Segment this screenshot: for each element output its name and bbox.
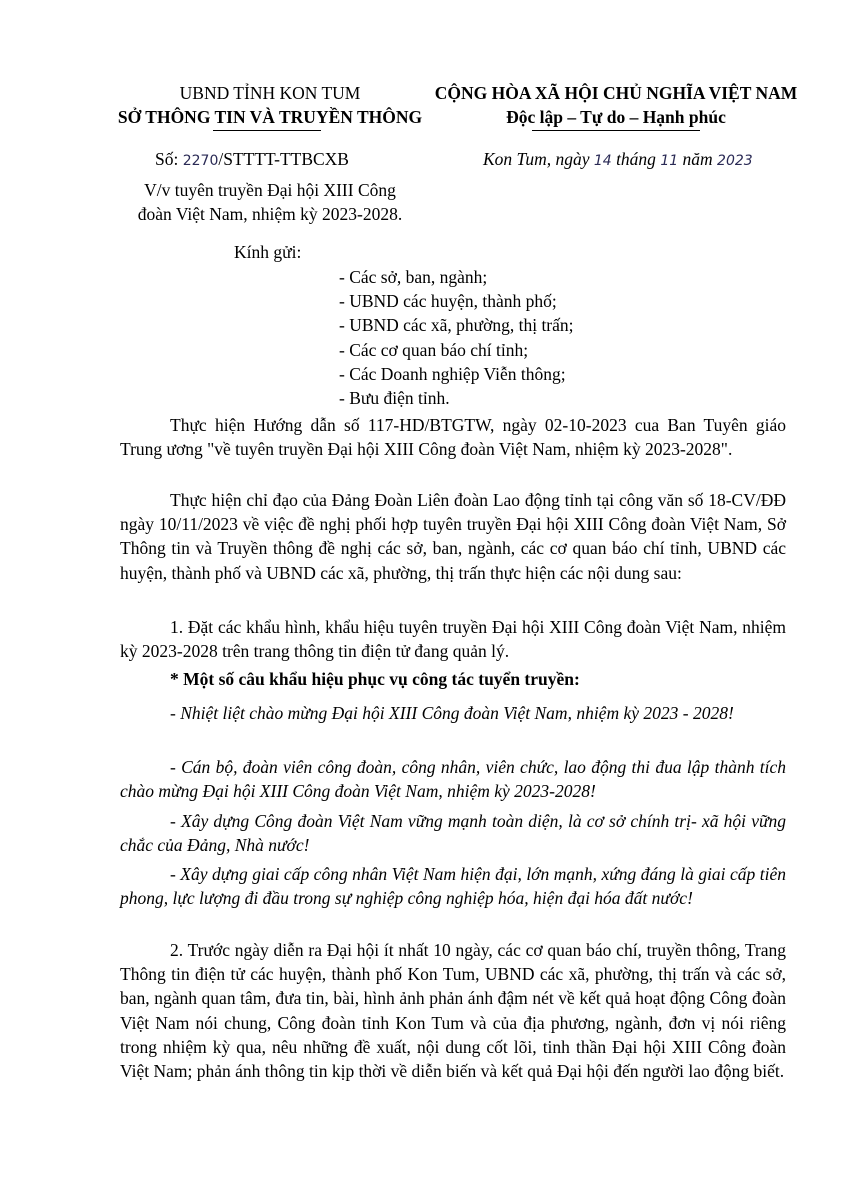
document-number (155, 147, 349, 173)
recipient-item: - UBND các xã, phường, thị trấn; (339, 315, 574, 336)
country-name: CỘNG HÒA XÃ HỘI CHỦ NGHĨA VIỆT NAM (434, 83, 798, 103)
slogan-4: - Xây dựng giai cấp công nhân Việt Nam hiện đại, lớn mạnh, xứng đáng là giai cấp tiên phong, lực lượng đi đầu trong sự nghiệp công nghiệp hóa, hiện đại hóa đất nước! (120, 864, 786, 909)
recipient-item: - UBND các huyện, thành phố; (339, 291, 557, 312)
place-date (483, 147, 753, 173)
recipient-item: - Các Doanh nghiệp Viễn thông; (339, 363, 566, 384)
date-year: 2023 (717, 153, 753, 169)
agency-name: UBND TỈNH KON TUM (179, 83, 361, 103)
place-date-prefix: Kon Tum, ngày (483, 149, 590, 169)
recipient-item: - Các sở, ban, ngành; (339, 267, 488, 287)
national-motto: Độc lập – Tự do – Hạnh phúc (506, 107, 726, 127)
slogan-1: - Nhiệt liệt chào mừng Đại hội XIII Công đoàn Việt Nam, nhiệm kỳ 2023 - 2028! (170, 703, 734, 723)
number-prefix: Số: (155, 149, 179, 169)
slogan-2: - Cán bộ, đoàn viên công đoàn, công nhân, viên chức, lao động thi đua lập thành tích chào mừng Đại hội XIII Công đoàn Việt Nam, nhiệm kỳ 2023-2028! (120, 757, 786, 802)
slogan-heading: * Một số câu khẩu hiệu phục vụ công tác tuyển truyền: (170, 669, 580, 689)
number-value: 2270 (182, 153, 219, 169)
department-name: SỞ THÔNG TIN VÀ TRUYỀN THÔNG (117, 107, 423, 127)
subject-line-1: V/v tuyên truyền Đại hội XIII Công (144, 180, 396, 200)
recipient-item: - Các cơ quan báo chí tỉnh; (339, 339, 529, 360)
paragraph-guidance: Thực hiện Hướng dẫn số 117-HD/BTGTW, ngày 02-10-2023 cua Ban Tuyên giáo Trung ương "về tuyên truyền Đại hội XIII Công đoàn Việt Nam, nhiệm kỳ 2023-2028". (120, 415, 786, 460)
recipient-item: - Bưu điện tỉnh. (339, 388, 450, 409)
paragraph-item-2: 2. Trước ngày diễn ra Đại hội ít nhất 10 ngày, các cơ quan báo chí, truyền thông, Trang Thông tin điện tử các huyện, thành phố Kon Tum, UBND các xã, phường, thị trấn và các sở, ban, ngành quan tâm, đưa tin, bài, hình ảnh phản ánh đậm nét về kết quả hoạt động Công đoàn Việt Nam nói chung, Công đoàn tỉnh Kon Tum và của địa phương, ngành, đơn vị nói riêng trong nhiệm kỳ qua, nêu những đề xuất, nội dung cốt lõi, tinh thần Đại hội XIII Công đoàn Việt Nam; phản ánh thông tin kịp thời về diễn biến và kết quả Đại hội đến người lao động biết. (120, 940, 786, 1082)
paragraph-direction: Thực hiện chỉ đạo của Đảng Đoàn Liên đoàn Lao động tỉnh tại công văn số 18-CV/ĐĐ ngày 10/11/2023 về việc đề nghị phối hợp tuyên truyền Đại hội XIII Công đoàn Việt Nam, Sở Thông tin và Truyền thông đề nghị các sở, ban, ngành, các cơ quan báo chí tỉnh, UBND các huyện, thành phố và UBND các xã, phường, thị trấn thực hiện các nội dung sau: (120, 490, 786, 583)
number-suffix: /STTTT-TTBCXB (218, 149, 349, 169)
slogan-3: - Xây dựng Công đoàn Việt Nam vững mạnh toàn diện, là cơ sở chính trị- xã hội vững chắc của Đảng, Nhà nước! (120, 811, 786, 856)
month-label: tháng (616, 149, 656, 169)
greeting: Kính gửi: (234, 242, 302, 262)
date-month: 11 (660, 153, 679, 169)
subject-line-2: đoàn Việt Nam, nhiệm kỳ 2023-2028. (137, 204, 403, 224)
recipient-list (339, 265, 574, 410)
date-day: 14 (593, 153, 612, 169)
department-underline (213, 130, 321, 131)
paragraph-item-1: 1. Đặt các khẩu hình, khẩu hiệu tuyên truyền Đại hội XIII Công đoàn Việt Nam, nhiệm kỳ 2023-2028 trên trang thông tin điện tử đang quản lý. (120, 617, 786, 662)
motto-underline (532, 130, 700, 131)
year-label: năm (682, 149, 713, 169)
